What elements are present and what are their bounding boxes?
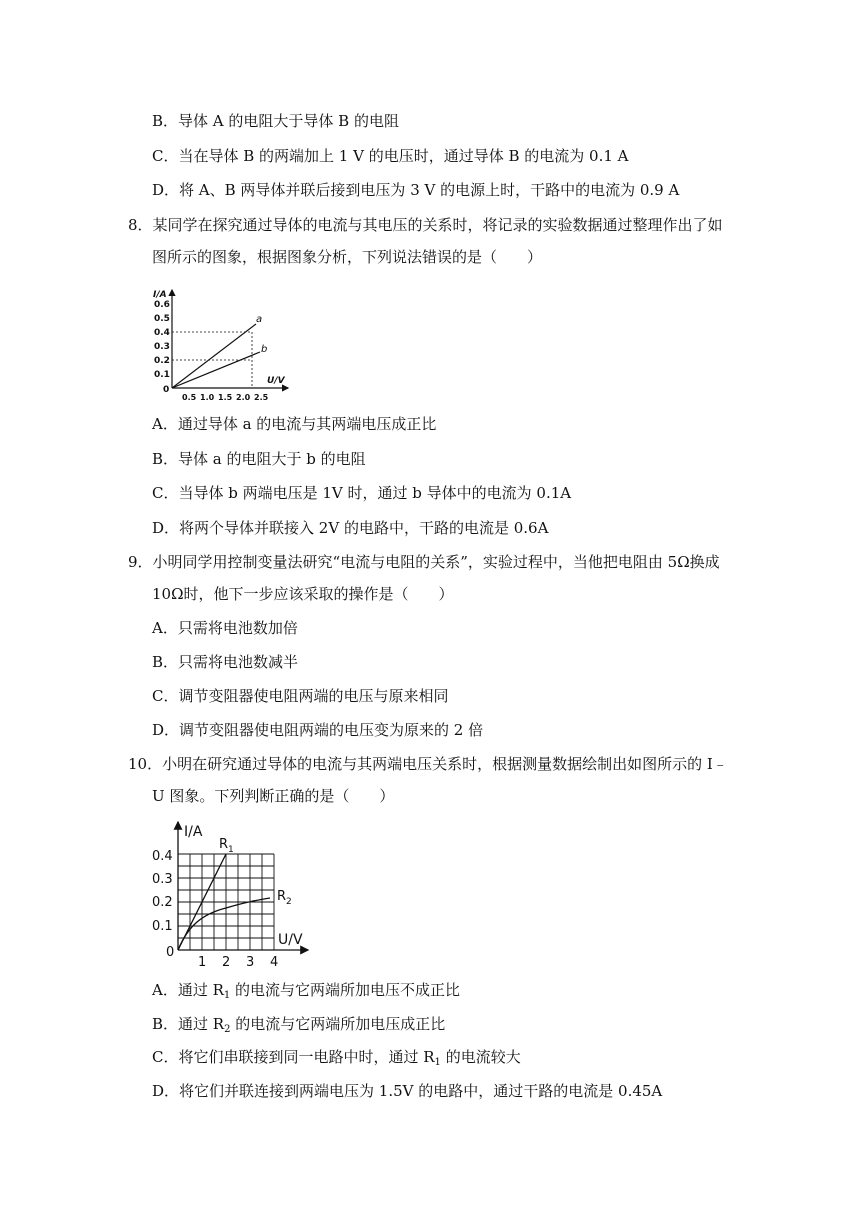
q8-graph	[148, 284, 298, 404]
q7-option-c: C．当在导体 B 的两端加上 1 V 的电压时，通过导体 B 的电流为 0.1 A	[152, 147, 629, 165]
q10-y-tick: 0.4	[152, 849, 173, 864]
q8-y-tick: 0.2	[154, 356, 170, 366]
q7-option-b: B．导体 A 的电阻大于导体 B 的电阻	[152, 112, 399, 130]
q8-option-c: C．当导体 b 两端电压是 1V 时，通过 b 导体中的电流为 0.1A	[152, 484, 572, 502]
q9-stem-line-1: 9．小明同学用控制变量法研究“电流与电阻的关系”，实验过程中，当他把电阻由 5Ω换成	[128, 553, 720, 571]
q10-option-d: D．将它们并联连接到两端电压为 1.5V 的电路中，通过干路的电流是 0.45A	[152, 1082, 663, 1100]
q8-y-axis-label: I/A	[153, 290, 167, 300]
q10-r2-label: $R_2$	[277, 889, 292, 907]
q10-y-tick: 0.1	[152, 919, 173, 934]
q10-y-axis-label: I/A	[184, 824, 203, 840]
q8-x-axis-label: U/V	[267, 376, 285, 386]
q10-r1-label: $R_1$	[219, 837, 234, 855]
q8-x-tick: 2.5	[254, 393, 269, 402]
q10-option-b: B．通过 $R_2$ 的电流与它两端所加电压成正比	[152, 1015, 446, 1035]
q9-option-c: C．调节变阻器使电阻两端的电压与原来相同	[152, 687, 449, 705]
q10-x-tick: 4	[270, 955, 279, 970]
q9-option-b: B．只需将电池数减半	[152, 653, 299, 671]
q8-line-b-label: b	[261, 344, 268, 355]
q9-option-d: D．调节变阻器使电阻两端的电压变为原来的 2 倍	[152, 721, 484, 739]
q9-option-a: A．只需将电池数加倍	[152, 619, 298, 637]
q8-stem-line-2: 图所示的图象，根据图象分析，下列说法错误的是（ ）	[152, 248, 543, 266]
q8-option-b: B．导体 a 的电阻大于 b 的电阻	[152, 450, 366, 468]
q10-y-tick: 0.2	[152, 895, 173, 910]
q10-option-a: A．通过 $R_1$ 的电流与它两端所加电压不成正比	[152, 981, 461, 1001]
q10-graph	[146, 814, 316, 974]
q10-stem-line-2: U 图象。下列判断正确的是（ ）	[152, 787, 395, 805]
q7-option-d: D．将 A、B 两导体并联后接到电压为 3 V 的电源上时，干路中的电流为 0.9 A	[152, 181, 680, 199]
q10-x-tick: 3	[246, 955, 255, 970]
q8-y-tick: 0.1	[154, 370, 170, 380]
q10-x-axis-label: U/V	[278, 932, 303, 948]
q10-x-tick: 2	[222, 955, 231, 970]
q10-option-c: C．将它们串联接到同一电路中时，通过 $R_1$ 的电流较大	[152, 1048, 521, 1068]
q8-y-tick: 0.6	[154, 300, 170, 310]
q10-origin-label: 0	[166, 945, 175, 960]
q8-x-tick: 0.5	[182, 393, 197, 402]
q8-line-b	[172, 352, 260, 388]
q8-y-tick: 0.4	[154, 328, 170, 338]
q8-x-tick: 1.0	[200, 393, 215, 402]
q10-stem-line-1: 10．小明在研究通过导体的电流与其两端电压关系时，根据测量数据绘制出如图所示的 I﹣	[128, 755, 728, 773]
q8-stem-line-1: 8．某同学在探究通过导体的电流与其电压的关系时，将记录的实验数据通过整理作出了如	[128, 216, 723, 234]
q8-x-tick: 2.0	[236, 393, 251, 402]
q8-x-tick: 1.5	[218, 393, 233, 402]
q8-origin-label: 0	[163, 385, 170, 395]
q10-curve-r2	[178, 898, 270, 950]
q8-y-tick: 0.3	[154, 342, 170, 352]
q10-x-tick: 1	[198, 955, 207, 970]
q9-stem-line-2: 10Ω时，他下一步应该采取的操作是（ ）	[152, 585, 454, 603]
q8-line-a	[172, 324, 256, 388]
q8-y-tick: 0.5	[154, 314, 170, 324]
q8-option-d: D．将两个导体并联接入 2V 的电路中，干路的电流是 0.6A	[152, 519, 549, 537]
q8-option-a: A．通过导体 a 的电流与其两端电压成正比	[152, 415, 437, 433]
q8-line-a-label: a	[256, 314, 263, 325]
q10-y-tick: 0.3	[152, 872, 173, 887]
